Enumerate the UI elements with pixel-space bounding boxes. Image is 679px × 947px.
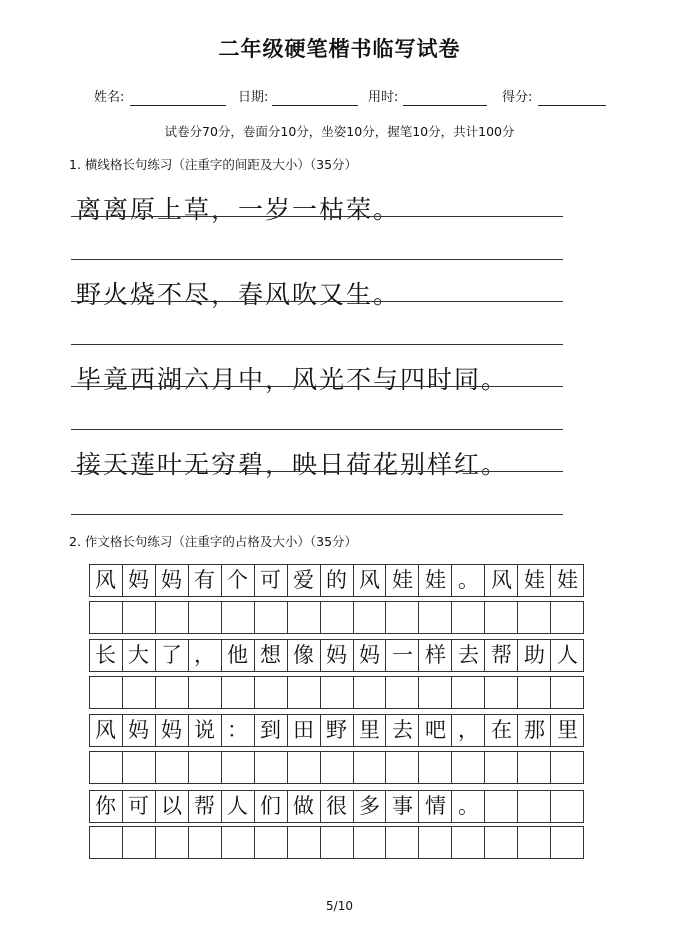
page-number: 5/10 [326,899,353,913]
grid-cell[interactable] [89,751,123,784]
writing-line [71,386,563,387]
grid-cell[interactable] [551,751,584,784]
grid-cell[interactable] [485,826,518,859]
grid-cell[interactable] [551,676,584,709]
grid-cell[interactable] [89,826,123,859]
writing-line [71,301,563,302]
time-label: 用时: [368,90,399,105]
grid-cell[interactable] [485,601,518,634]
grid-cell[interactable] [386,751,419,784]
grid-cell[interactable] [189,601,222,634]
name-field[interactable] [130,105,226,106]
grid-cell[interactable] [288,676,321,709]
grid-cell[interactable] [321,601,354,634]
grid-cell[interactable] [89,601,123,634]
grid-cell[interactable] [89,676,123,709]
writing-line [71,514,563,515]
grid-cell[interactable] [419,826,452,859]
section2-heading: 2. 作文格长句练习（注重字的占格及大小）（35分） [69,534,358,549]
date-label: 日期: [238,90,269,105]
grid-row [89,751,584,784]
grid-row [89,601,584,634]
name-label: 姓名: [94,90,125,105]
grid-cell[interactable] [222,826,255,859]
grid-cell[interactable] [419,751,452,784]
score-label: 得分: [502,90,533,105]
writing-line [71,259,563,260]
grid-cell[interactable] [288,826,321,859]
grid-cell[interactable] [452,676,485,709]
grid-cell[interactable] [123,751,156,784]
grid-cell[interactable] [419,601,452,634]
time-field[interactable] [403,105,487,106]
grid-cell[interactable] [255,601,288,634]
grid-cell[interactable] [123,601,156,634]
grid-cell[interactable] [452,751,485,784]
practice-line-text: 离离原上草，一岁一枯荣。 [76,195,401,224]
grid-cell[interactable] [288,751,321,784]
grid-cell[interactable] [189,826,222,859]
practice-line-text: 接天莲叶无穷碧，映日荷花别样红。 [76,450,509,479]
grid-cell[interactable] [452,826,485,859]
grid-cell[interactable] [255,751,288,784]
grid-cell[interactable] [156,601,189,634]
grid-cell[interactable] [386,601,419,634]
score-field[interactable] [538,105,606,106]
grid-cell[interactable] [156,826,189,859]
grid-sample-text: 长 大 了 ， 他 想 像 妈 妈 一 样 去 帮 助 人 [95,643,578,667]
grid-cell[interactable] [485,751,518,784]
grid-cell[interactable] [222,676,255,709]
grid-cell[interactable] [189,751,222,784]
grid-cell[interactable] [485,676,518,709]
section1-heading: 1. 横线格长句练习（注重字的间距及大小）（35分） [69,157,358,172]
grid-cell[interactable] [321,676,354,709]
grid-cell[interactable] [419,676,452,709]
grid-cell[interactable] [156,751,189,784]
practice-line-text: 野火烧不尽，春风吹又生。 [76,280,401,309]
grid-cell[interactable] [354,751,387,784]
grid-cell[interactable] [354,676,387,709]
grid-sample-text: 你 可 以 帮 人 们 做 很 多 事 情 。 [95,794,479,818]
grid-cell[interactable] [518,826,551,859]
grid-cell[interactable] [189,676,222,709]
grid-cell[interactable] [386,676,419,709]
grid-cell[interactable] [222,601,255,634]
grid-cell[interactable] [123,826,156,859]
writing-line [71,471,563,472]
grid-cell[interactable] [222,751,255,784]
grid-cell[interactable] [288,601,321,634]
grid-cell[interactable] [321,826,354,859]
page-title: 二年级硬笔楷书临写试卷 [218,37,461,61]
grid-cell[interactable] [518,751,551,784]
grid-cell[interactable] [255,676,288,709]
grid-row [89,826,584,859]
grid-sample-text: 风 妈 妈 说 ： 到 田 野 里 去 吧 ， 在 那 里 [95,718,578,742]
grid-cell[interactable] [354,826,387,859]
writing-line [71,216,563,217]
grid-row [89,676,584,709]
practice-line-text: 毕竟西湖六月中，风光不与四时同。 [76,365,509,394]
grid-cell[interactable] [386,826,419,859]
writing-line [71,429,563,430]
grid-sample-text: 风 妈 妈 有 个 可 爱 的 风 娃 娃 。 风 娃 娃 [95,568,578,592]
grid-cell[interactable] [551,826,584,859]
writing-line [71,344,563,345]
grid-cell[interactable] [123,676,156,709]
grid-cell[interactable] [255,826,288,859]
grid-cell[interactable] [321,751,354,784]
score-note: 试卷分70分，卷面分10分，坐姿10分，握笔10分，共计100分 [164,124,515,139]
grid-cell[interactable] [354,601,387,634]
grid-cell[interactable] [551,601,584,634]
date-field[interactable] [272,105,358,106]
grid-cell[interactable] [452,601,485,634]
grid-cell[interactable] [156,676,189,709]
grid-cell[interactable] [518,676,551,709]
grid-cell[interactable] [518,601,551,634]
